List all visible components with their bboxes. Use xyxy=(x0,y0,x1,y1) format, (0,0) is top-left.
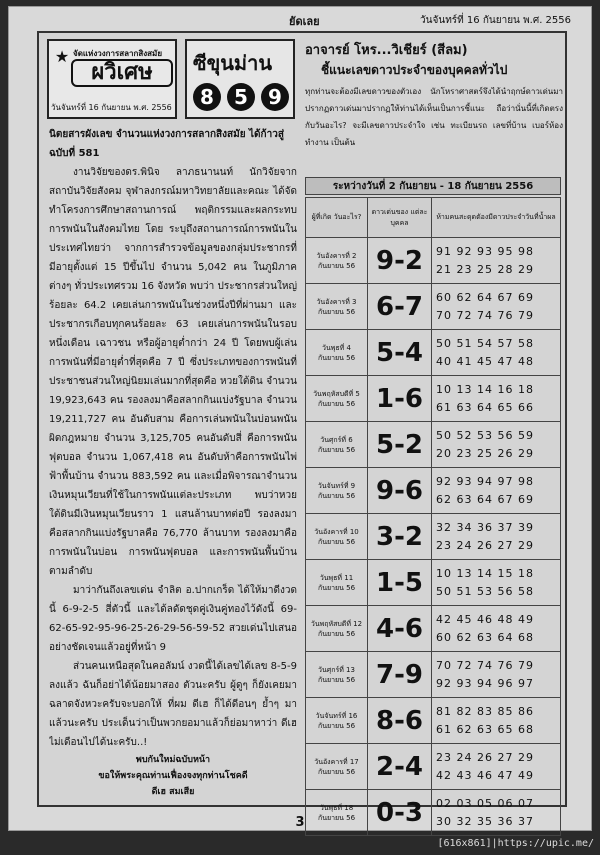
lucky-pair: 2-4 xyxy=(368,744,432,790)
brand-number: 8 xyxy=(193,83,221,111)
number-line: 50 51 54 57 58 xyxy=(436,336,534,350)
number-line: 42 43 46 47 49 xyxy=(436,768,534,782)
day-label: วันพฤหัสบดีที่ 12 xyxy=(310,619,363,628)
lucky-number-table xyxy=(305,197,561,836)
number-set xyxy=(432,330,561,376)
logo-name: ผวิเศษ xyxy=(71,59,173,87)
lucky-pair: 1-5 xyxy=(368,560,432,606)
day-cell xyxy=(306,560,368,606)
month-label: กันยายน 56 xyxy=(317,353,356,362)
article-paragraph: มาว่ากันถึงเลขเด่น จำลิต อ.ปากเกร็ด ได้ให้มาดีงวดนี้ 6-9-2-5 สี่ตัวนี้ และได้ลดัดชุดคู่เงินคู่ทองไว้ดังนี้ 69-62-65-92-95-96-25-26-29-56-59-52 สวยเด่นไปเสนออย่างชัดเจนแล้วอยู่ที่หน้า 9 xyxy=(49,585,297,653)
number-set xyxy=(432,652,561,698)
day-cell xyxy=(306,606,368,652)
month-label: กันยายน 56 xyxy=(317,307,356,316)
day-cell xyxy=(306,652,368,698)
number-line: 50 52 53 56 59 xyxy=(436,428,534,442)
day-cell xyxy=(306,698,368,744)
astrologer-title: อาจารย์ โหร...วิเชียร์ (สีลม) xyxy=(305,43,468,58)
image-credit: [616x861]|https://upic.me/ xyxy=(437,838,594,849)
lucky-pair: 5-2 xyxy=(368,422,432,468)
month-label: กันยายน 56 xyxy=(317,813,356,822)
table-row xyxy=(306,284,561,330)
brand-box xyxy=(185,39,295,119)
publication-logo xyxy=(47,39,177,119)
day-cell xyxy=(306,238,368,284)
signoff-line: ขอให้พระคุณท่านเฟื่องจงทุกท่านโชคดี xyxy=(98,771,248,781)
day-cell xyxy=(306,330,368,376)
number-line: 60 62 63 64 68 xyxy=(436,630,534,644)
month-label: กันยายน 56 xyxy=(317,629,356,638)
col-header-numbers: ห้ามคนสะดุดตัองมีดาวประจำวันที่น้ำผล xyxy=(432,198,561,238)
number-line: 61 63 64 65 66 xyxy=(436,400,534,414)
header-date: วันจันทร์ที่ 16 กันยายน พ.ศ. 2556 xyxy=(420,15,571,26)
number-set xyxy=(432,422,561,468)
number-set xyxy=(432,284,561,330)
table-row xyxy=(306,422,561,468)
lucky-pair: 8-6 xyxy=(368,698,432,744)
table-row xyxy=(306,652,561,698)
lucky-pair: 1-6 xyxy=(368,376,432,422)
day-label: วันศุกร์ที่ 13 xyxy=(318,665,355,674)
month-label: กันยายน 56 xyxy=(317,583,356,592)
signoff-line: พบกันใหม่ฉบับหน้า xyxy=(135,755,211,765)
table-row xyxy=(306,330,561,376)
number-line: 60 62 64 67 69 xyxy=(436,290,534,304)
day-cell xyxy=(306,468,368,514)
number-set xyxy=(432,744,561,790)
number-set xyxy=(432,514,561,560)
number-line: 61 62 63 65 68 xyxy=(436,722,534,736)
col-header-pair: ดาวเด่นของ แต่ละบุคคล xyxy=(368,198,432,238)
brand-number: 9 xyxy=(261,83,289,111)
lucky-pair: 3-2 xyxy=(368,514,432,560)
number-line: 20 23 25 26 29 xyxy=(436,446,534,460)
day-cell xyxy=(306,284,368,330)
number-line: 70 72 74 76 79 xyxy=(436,308,534,322)
number-line: 40 41 45 47 48 xyxy=(436,354,534,368)
table-row xyxy=(306,376,561,422)
brand-number: 5 xyxy=(227,83,255,111)
page-header xyxy=(9,9,591,31)
number-line: 62 63 64 67 69 xyxy=(436,492,534,506)
logo-date: วันจันทร์ที่ 16 กันยายน พ.ศ. 2556 xyxy=(51,103,172,112)
day-label: วันศุกร์ที่ 6 xyxy=(320,435,353,444)
number-line: 92 93 94 97 98 xyxy=(436,474,534,488)
number-set xyxy=(432,376,561,422)
number-line: 81 82 83 85 86 xyxy=(436,704,534,718)
month-label: กันยายน 56 xyxy=(317,721,356,730)
lucky-pair: 9-6 xyxy=(368,468,432,514)
month-label: กันยายน 56 xyxy=(317,399,356,408)
table-row xyxy=(306,744,561,790)
number-line: 70 72 74 76 79 xyxy=(436,658,534,672)
day-label: วันอังคารที่ 3 xyxy=(316,297,357,306)
lucky-pair: 9-2 xyxy=(368,238,432,284)
month-label: กันยายน 56 xyxy=(317,537,356,546)
number-line: 23 24 26 27 29 xyxy=(436,538,534,552)
day-label: วันอังคารที่ 10 xyxy=(314,527,359,536)
number-line: 02 03 05 06 07 xyxy=(436,796,534,810)
table-row xyxy=(306,606,561,652)
number-line: 91 92 93 95 98 xyxy=(436,244,534,258)
month-label: กันยายน 56 xyxy=(317,261,356,270)
lucky-pair: 4-6 xyxy=(368,606,432,652)
number-line: 10 13 14 15 18 xyxy=(436,566,534,580)
lucky-pair: 0-3 xyxy=(368,790,432,836)
header-title: ยัดเลย xyxy=(289,15,320,28)
number-line: 21 23 25 28 29 xyxy=(436,262,534,276)
lucky-pair: 5-4 xyxy=(368,330,432,376)
table-row xyxy=(306,698,561,744)
day-label: วันจันทร์ที่ 16 xyxy=(315,711,358,720)
article-body xyxy=(49,125,297,805)
number-set xyxy=(432,606,561,652)
day-label: วันอังคารที่ 2 xyxy=(316,251,357,260)
article-paragraph: ส่วนคนเหนือสุดในคอลัมน์ งวดนี้ได้เลขได้เลข 8-5-9 ลงแล้ว ฉันก็อย่าได้น้อยมาสอง ตัวนะครับ ผู้ดูๆ ก็ยังเคยมาฉลาดจังหวะครับจะบอกให้ ที่ผม ดีเฮ ก็ได้ดีอนๆ ย้ำๆ มาแล้วนะครับ ประเด็นว่าเป็นพวกยอมาแล้วก็ย่อมาหาว่า ดีเฮ ไม่เดือนไปได้นะครับ..! xyxy=(49,661,297,748)
page-number: 3 xyxy=(295,815,305,830)
day-cell xyxy=(306,422,368,468)
day-cell xyxy=(306,514,368,560)
number-set xyxy=(432,698,561,744)
day-label: วันพฤหัสบดีที่ 5 xyxy=(313,389,360,398)
astrologer-subtitle: ชี้แนะเลขดาวประจำของบุคคลทั่วไป xyxy=(321,63,508,77)
day-cell xyxy=(306,744,368,790)
logo-org: จัดแห่งวงการสลากสิงสมัย xyxy=(73,49,163,58)
lucky-pair: 7-9 xyxy=(368,652,432,698)
number-line: 10 13 14 16 18 xyxy=(436,382,534,396)
day-label: วันอังคารที่ 17 xyxy=(314,757,359,766)
table-row xyxy=(306,468,561,514)
table-row xyxy=(306,514,561,560)
day-cell xyxy=(306,376,368,422)
number-set xyxy=(432,238,561,284)
month-label: กันยายน 56 xyxy=(317,445,356,454)
col-header-day: ผู้ที่เกิด วันอะไร? xyxy=(306,198,368,238)
number-line: 92 93 94 96 97 xyxy=(436,676,534,690)
day-label: วันพุธที่ 18 xyxy=(319,803,354,812)
brand-numbers xyxy=(193,83,289,111)
number-line: 42 45 46 48 49 xyxy=(436,612,534,626)
number-set xyxy=(432,468,561,514)
table-row xyxy=(306,238,561,284)
month-label: กันยายน 56 xyxy=(317,491,356,500)
brand-title: ซีขุนม่าน xyxy=(193,51,273,75)
newspaper-page xyxy=(8,6,592,831)
article-lead: นิตยสารผังเลข จำนวนแห่งวงการสลากสิงสมัย ได้ก้าวสู่ฉบับที่ 581 xyxy=(49,129,284,159)
number-set xyxy=(432,560,561,606)
content-frame xyxy=(37,31,567,828)
number-line: 23 24 26 27 29 xyxy=(436,750,534,764)
number-line: 30 32 35 36 37 xyxy=(436,814,534,828)
day-label: วันจันทร์ที่ 9 xyxy=(317,481,356,490)
signoff-line: ดีเฮ สมเสีย xyxy=(151,787,195,797)
number-line: 32 34 36 37 39 xyxy=(436,520,534,534)
number-line: 50 51 53 56 58 xyxy=(436,584,534,598)
article-paragraph: งานวิจัยของดร.พินิจ ลาภธนานนท์ นักวิจัยจาก สถาบันวิจัยสังคม จุฬาลงกรณ์มหาวิทยาลัยและคณะ ได้จัดทำโครงการศึกษาสถานการณ์ พฤติกรรมและผลกระทบการพนันในสังคมไทย โดย ระบุถึงสถานการณ์การพนันในประเทศไทยว่า จากการสำรวจข้อมูลของกลุ่มประชากรที่มีอายุตั้งแต่ 15 ปีขึ้นไป จำนวน 5,042 คน ในภูมิภาคต่างๆ ทั่วประเทศรวม 16 จังหวัด พบว่า ประชากรส่วนใหญ่ร้อยละ 64.2 เคยเล่นการพนันในช่วงหนึ่งปีที่ผ่านมา และประชากรเกือบทุกคนร้อยละ 63 เคยเล่นการพนันในรอบหนึ่งเดือน เฉาวชน หรือผู้อายุต่ำกว่า 24 ปี โดยพบผู้เล่นการพนันที่มีอายุต่ำที่สุดคือ 7 ปี ซึ่งประเภทของการพนันที่ประชาชนส่วนใหญ่นิยมเล่นมากที่สุดคือ หวยใต้ดิน จำนวน 19,923,643 คน รองลงมาคือสลากกินแบ่งรัฐบาล จำนวน 19,211,727 คน อันดับสาม คือการเล่นพนันในบ่อนพนันผิดกฎหมาย จำนวน 3,125,705 คนอันดับสี่ คือการพนันฟุตบอล จำนวน 1,067,418 คน อันดับห้าคือการพนันไพ่ฟ้าพื้นบ้าน จำนวน 883,592 คน และเมื่อพิจารณาจำนวนเงินหมุนเวียนที่ใช้ในการพนันแต่ละประเภท พบว่าหวยใต้ดินมีเงินหมุนเวียนราว 1 แสนล้านบาทต่อปี รองลงมาคือสลากกินแบ่งรัฐบาลคือ 76,770 ล้านบาท รองลงมาคือการพนันในบ่อน การพนันฟุตบอล และการพนันพื้นบ้านตามลำดับ xyxy=(49,167,297,577)
day-label: วันพุธที่ 4 xyxy=(322,343,351,352)
day-label: วันพุธที่ 11 xyxy=(319,573,354,582)
table-row xyxy=(306,560,561,606)
month-label: กันยายน 56 xyxy=(317,767,356,776)
astrology-intro: ทุกท่านจะต้องมีเลขดาวของตัวเอง นักโหราศาสตร์จึงได้นำฤกษ์ดาวเด่นมาปรากฏดาวเด่นมาปรากฏให้ท่านได้เห็นเป็นการชี้แนะ ถือว่านั่นนี้ที่เกิดตรงกับวันอะไร? จะมีเลขดาวประจำใจ เช่น ทะเบียนรถ เลขที่บ้าน เบอร์ห้องทำงาน เป็นต้น xyxy=(305,87,563,147)
period-banner: ระหว่างวันที่ 2 กันยายน - 18 กันยายน 2556 xyxy=(305,177,561,195)
lucky-pair: 6-7 xyxy=(368,284,432,330)
month-label: กันยายน 56 xyxy=(317,675,356,684)
astrology-column xyxy=(301,33,567,828)
star-emblem-icon: ★ xyxy=(54,47,70,66)
